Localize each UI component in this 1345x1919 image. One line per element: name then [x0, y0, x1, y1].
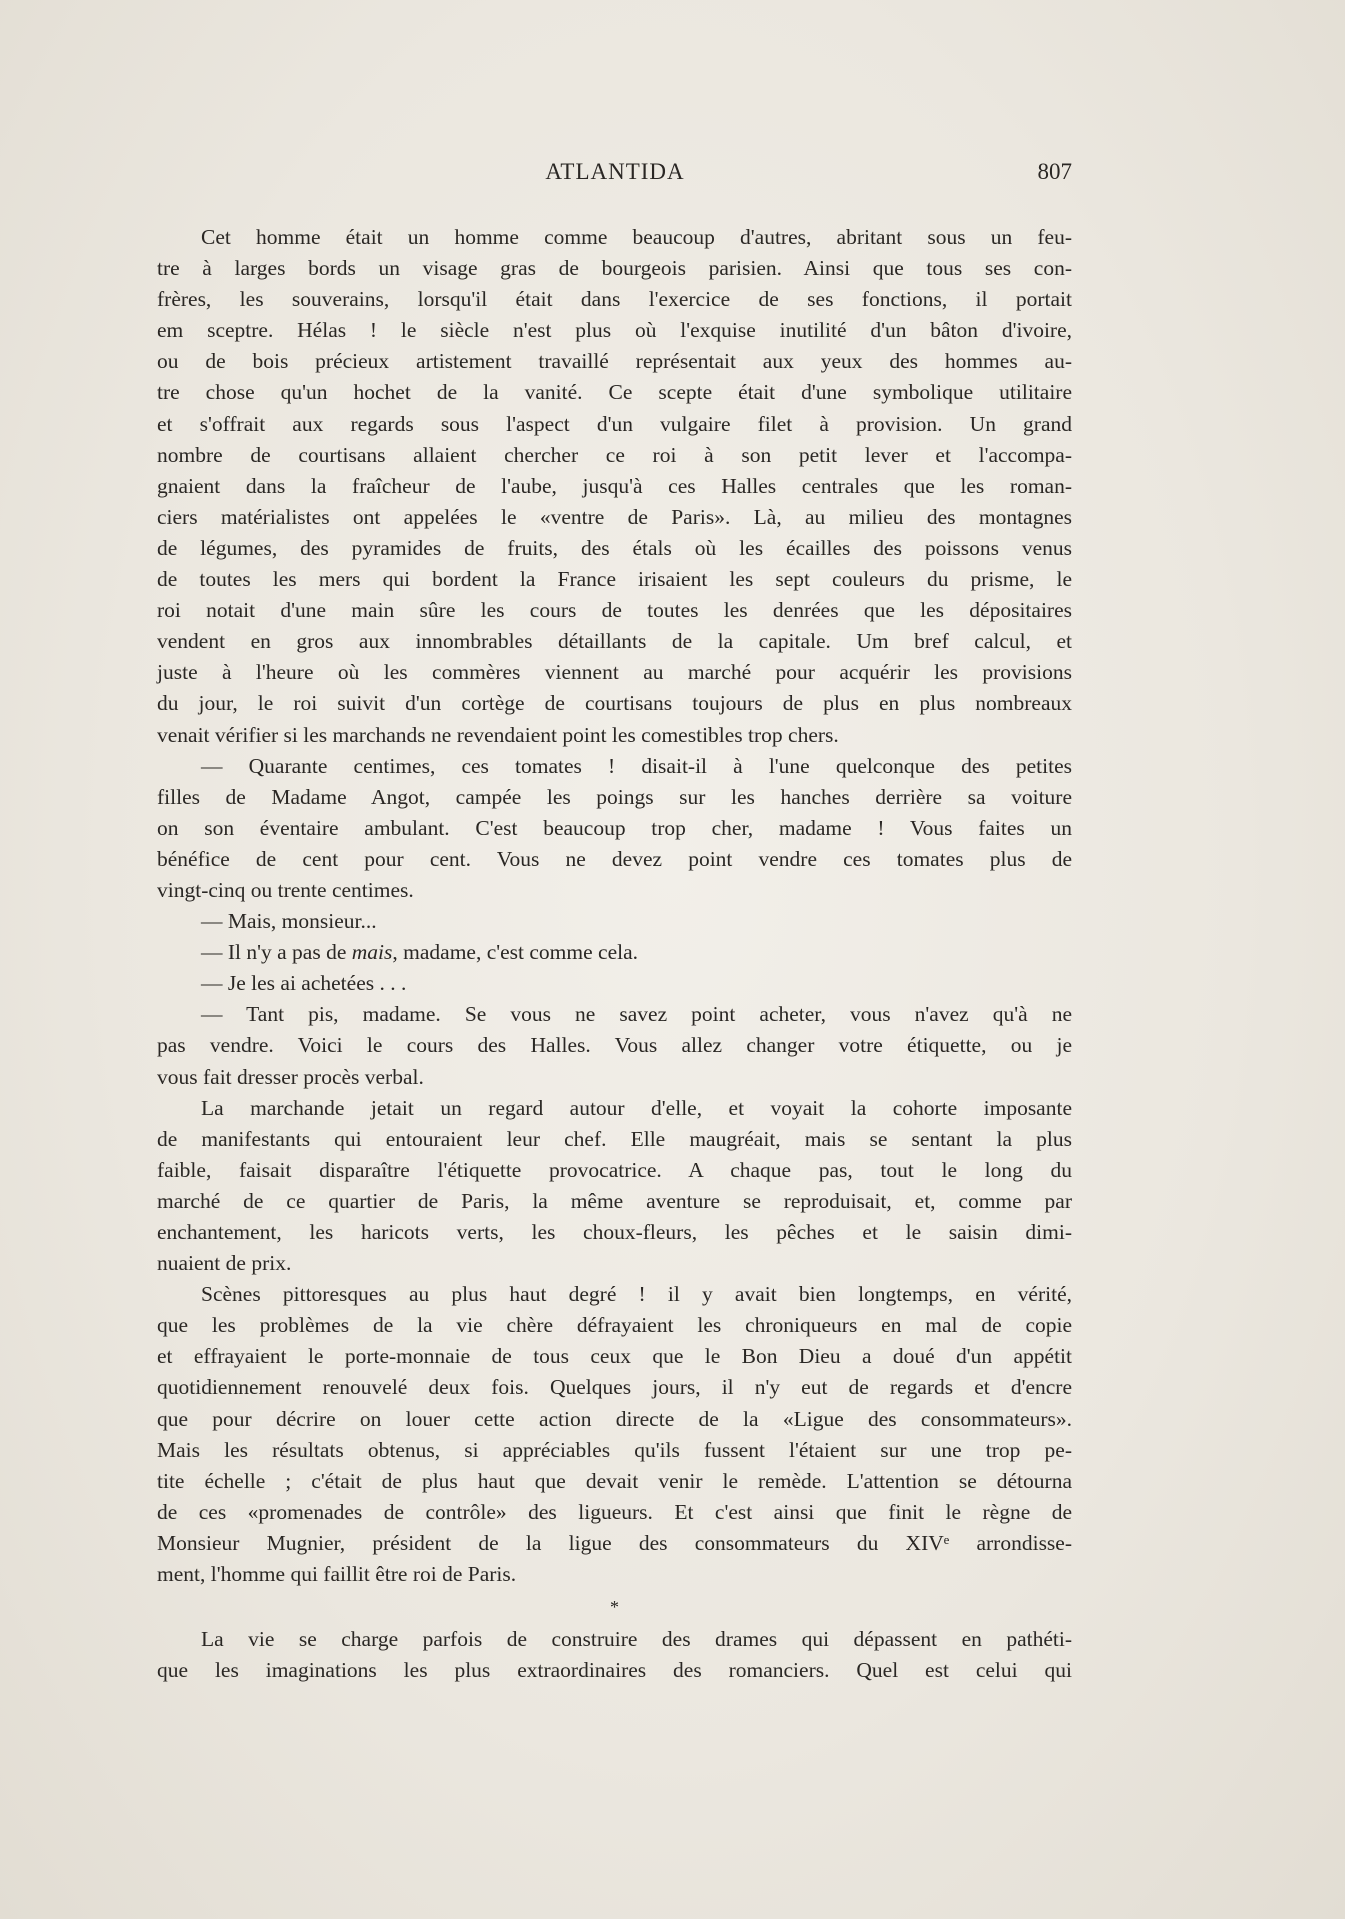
- text-line: frères, les souverains, lorsqu'il était dans l'exercice de ses fonctions, il portait: [157, 287, 1072, 312]
- text-line: Cet homme était un homme comme beaucoup d'autres, abritant sous un feu-: [201, 225, 1072, 249]
- text-line: ou de bois précieux artistement travaillé représentait aux yeux des hommes au-: [157, 349, 1072, 374]
- text-line: faible, faisait disparaître l'étiquette provocatrice. A chaque pas, tout le long du: [157, 1157, 1072, 1182]
- text-line: du jour, le roi suivit d'un cortège de courtisans toujours de plus en plus nombreaux: [157, 691, 1072, 716]
- text-line: tre à larges bords un visage gras de bourgeois parisien. Ainsi que tous ses con-: [157, 256, 1072, 281]
- text-line: on son éventaire ambulant. C'est beaucoup trop cher, madame ! Vous faites un: [157, 815, 1072, 840]
- text-line: de toutes les mers qui bordent la France irisaient les sept couleurs du prisme, le: [157, 567, 1072, 592]
- text-line: que les problèmes de la vie chère défrayaient les chroniqueurs en mal de copie: [157, 1313, 1072, 1338]
- text-line: gnaient dans la fraîcheur de l'aube, jusqu'à ces Halles centrales que les roman-: [157, 473, 1072, 498]
- text-line: Scènes pittoresques au plus haut degré ! il y avait bien longtemps, en vérité,: [201, 1282, 1072, 1307]
- running-title: ATLANTIDA: [545, 159, 685, 184]
- text-line: nombre de courtisans allaient chercher ce roi à son petit lever et l'accompa-: [157, 442, 1072, 467]
- text-line: de légumes, des pyramides de fruits, des étals où les écailles des poissons venus: [157, 535, 1072, 560]
- page-header: [158, 155, 1072, 191]
- text-line: Mais les résultats obtenus, si appréciables qu'ils fussent l'étaient sur une trop pe-: [157, 1437, 1072, 1462]
- text-line: vingt-cinq ou trente centimes.: [157, 877, 414, 902]
- body-text: [157, 222, 1072, 1686]
- text-line: bénéfice de cent pour cent. Vous ne devez point vendre ces tomates plus de: [157, 846, 1072, 871]
- text-line: quotidiennement renouvelé deux fois. Quelques jours, il n'y eut de regards et d'encre: [157, 1375, 1072, 1400]
- text-line: de manifestants qui entouraient leur chef. Elle maugréait, mais se sentant la plus: [157, 1126, 1072, 1151]
- text-line: La vie se charge parfois de construire des drames qui dépassent en pathéti-: [201, 1627, 1072, 1652]
- text-line: — Quarante centimes, ces tomates ! disait-il à l'une quelconque des petites: [201, 753, 1072, 778]
- page-number: 807: [1037, 159, 1072, 184]
- text-line: — Tant pis, madame. Se vous ne savez point acheter, vous n'avez qu'à ne: [201, 1002, 1072, 1027]
- text-line: que pour décrire on louer cette action directe de la «Ligue des consommateurs».: [157, 1406, 1072, 1431]
- text-line: em sceptre. Hélas ! le siècle n'est plus où l'exquise inutilité d'un bâton d'ivoire,: [157, 318, 1072, 343]
- text-line: venait vérifier si les marchands ne revendaient point les comestibles trop chers.: [157, 722, 839, 747]
- text-line: vous fait dresser procès verbal.: [157, 1064, 424, 1089]
- text-line: La marchande jetait un regard autour d'elle, et voyait la cohorte imposante: [201, 1095, 1072, 1120]
- text-line: juste à l'heure où les commères viennent au marché pour acquérir les provisions: [157, 660, 1072, 685]
- text-line: de ces «promenades de contrôle» des ligueurs. Et c'est ainsi que finit le règne de: [157, 1499, 1072, 1524]
- text-line: tre chose qu'un hochet de la vanité. Ce scepte était d'une symbolique utilitaire: [157, 380, 1072, 405]
- emphasis: mais: [351, 940, 393, 965]
- text-line: ment, l'homme qui faillit être roi de Paris.: [157, 1562, 517, 1587]
- text-line: — Mais, monsieur...: [201, 909, 377, 934]
- text-line: — Je les ai achetées . . .: [201, 971, 407, 996]
- text-line: pas vendre. Voici le cours des Halles. Vous allez changer votre étiquette, ou je: [157, 1033, 1072, 1058]
- section-separator: *: [610, 1597, 619, 1618]
- text-line: enchantement, les haricots verts, les choux-fleurs, les pêches et le saisin dimi-: [157, 1220, 1072, 1244]
- text-line: ciers matérialistes ont appelées le «ventre de Paris». Là, au milieu des montagnes: [157, 504, 1072, 529]
- text-line: nuaient de prix.: [157, 1251, 292, 1276]
- text-line: Monsieur Mugnier, président de la ligue des consommateurs du XIVᵉ arrondisse-: [157, 1530, 1072, 1555]
- text-line: que les imaginations les plus extraordinaires des romanciers. Quel est celui qui: [157, 1658, 1072, 1683]
- text-line: vendent en gros aux innombrables détaillants de la capitale. Um bref calcul, et: [157, 629, 1072, 654]
- text-line: roi notait d'une main sûre les cours de toutes les denrées que les dépositaires: [157, 598, 1072, 623]
- text-line: tite échelle ; c'était de plus haut que devait venir le remède. L'attention se détourna: [157, 1468, 1072, 1493]
- text-line: et s'offrait aux regards sous l'aspect d'un vulgaire filet à provision. Un grand: [157, 411, 1072, 436]
- text-line: — Il n'y a pas de mais, madame, c'est comme cela.: [201, 940, 639, 965]
- text-line: marché de ce quartier de Paris, la même aventure se reproduisait, et, comme par: [157, 1188, 1072, 1213]
- text-line: filles de Madame Angot, campée les poings sur les hanches derrière sa voiture: [157, 784, 1072, 809]
- text-line: et effrayaient le porte-monnaie de tous ceux que le Bon Dieu a doué d'un appétit: [157, 1344, 1072, 1369]
